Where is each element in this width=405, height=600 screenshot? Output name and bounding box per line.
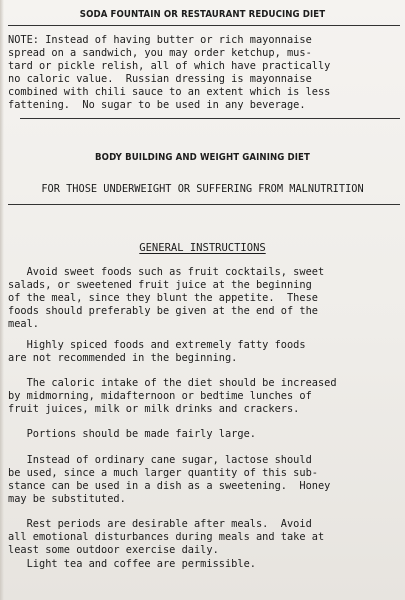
paragraph-line: stance can be used in a dish as a sweetening. Honey xyxy=(8,480,331,492)
general-instructions-heading xyxy=(0,242,405,254)
paragraph-line: be used, since a much larger quantity of this sub- xyxy=(8,467,318,479)
page-edge-shadow xyxy=(0,0,4,600)
instruction-paragraph-3 xyxy=(8,377,400,416)
paragraph-line: are not recommended in the beginning. xyxy=(8,352,238,364)
note-paragraph xyxy=(8,34,400,112)
paragraph-line: Highly spiced foods and extremely fatty foods xyxy=(8,339,306,351)
instruction-paragraph-7 xyxy=(8,558,400,571)
heading-body-building-diet: BODY BUILDING AND WEIGHT GAINING DIET xyxy=(95,152,310,163)
note-line: spread on a sandwich, you may order ketchup, mus- xyxy=(8,47,312,59)
paragraph-line: least some outdoor exercise daily. xyxy=(8,544,219,556)
paragraph-line: Instead of ordinary cane sugar, lactose should xyxy=(8,454,312,466)
note-line: combined with chili sauce to an extent which is less xyxy=(8,86,331,98)
paragraph-line: may be substituted. xyxy=(8,493,126,505)
instruction-paragraph-1 xyxy=(8,266,400,331)
note-line: fattening. No sugar to be used in any beverage. xyxy=(8,99,306,111)
instruction-paragraph-2 xyxy=(8,339,400,365)
rule-after-note xyxy=(20,118,400,119)
paragraph-line: all emotional disturbances during meals and take at xyxy=(8,531,325,543)
paragraph-line: Rest periods are desirable after meals. Avoid xyxy=(8,518,312,530)
instruction-paragraph-5 xyxy=(8,454,400,506)
paragraph-line: foods should preferably be given at the end of the xyxy=(8,305,318,317)
general-instructions-label: GENERAL INSTRUCTIONS xyxy=(139,242,266,254)
paragraph-line: Portions should be made fairly large. xyxy=(8,428,256,440)
paragraph-line: by midmorning, midafternoon or bedtime lunches of xyxy=(8,390,312,402)
rule-under-heading-1 xyxy=(8,25,400,26)
instruction-paragraph-6 xyxy=(8,518,400,557)
paragraph-line: Avoid sweet foods such as fruit cocktails, sweet xyxy=(8,266,325,278)
rule-under-subheading xyxy=(8,204,400,205)
note-line: NOTE: Instead of having butter or rich mayonnaise xyxy=(8,34,312,46)
paragraph-line: Light tea and coffee are permissible. xyxy=(8,558,256,570)
instruction-paragraph-4 xyxy=(8,428,400,441)
paragraph-line: fruit juices, milk or milk drinks and crackers. xyxy=(8,403,300,415)
paragraph-line: of the meal, since they blunt the appetite. These xyxy=(8,292,318,304)
subheading-underweight: FOR THOSE UNDERWEIGHT OR SUFFERING FROM MALNUTRITION xyxy=(41,183,364,195)
note-line: no caloric value. Russian dressing is mayonnaise xyxy=(8,73,312,85)
paragraph-line: salads, or sweetened fruit juice at the beginning xyxy=(8,279,312,291)
paragraph-line: meal. xyxy=(8,318,39,330)
paragraph-line: The caloric intake of the diet should be increased xyxy=(8,377,337,389)
note-line: tard or pickle relish, all of which have practically xyxy=(8,60,331,72)
heading-reducing-diet: SODA FOUNTAIN OR RESTAURANT REDUCING DIET xyxy=(79,9,326,20)
